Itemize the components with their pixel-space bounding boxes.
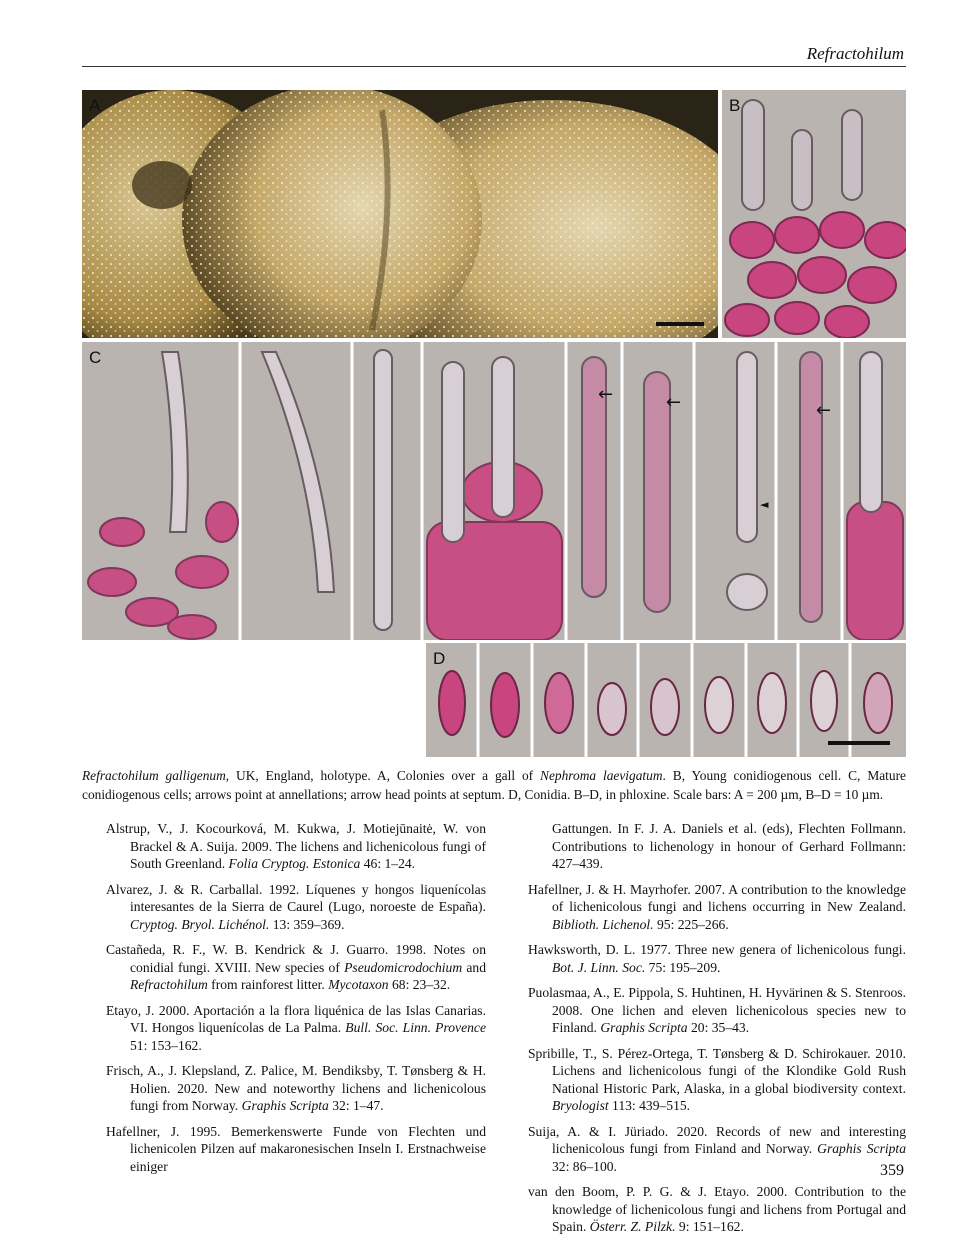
caption-species: Refractohilum galligenum bbox=[82, 768, 226, 783]
running-head: Refractohilum bbox=[806, 44, 904, 63]
reference-authors: Suija, A. & I. Jüriado. 2020. Records of new and interesting lichenicolous fungi from Finland and Norway. bbox=[528, 1123, 906, 1156]
reference-entry bbox=[528, 941, 906, 976]
panel-label-a: A bbox=[89, 96, 101, 115]
reference-source2: Refractohilum bbox=[130, 977, 208, 992]
reference-authors: Alstrup, V., J. Kocourková, M. Kukwa, J. Motiejūnaitė, W. von Brackel & A. Suija. 2009. The lichens and lichenicolous fungi of South Greenland. bbox=[106, 821, 486, 871]
reference-source: Bot. J. Linn. Soc. bbox=[552, 959, 646, 975]
reference-authors: Frisch, A., J. Klepsland, Z. Palice, M. Bendiksby, T. Tønsberg & H. Holien. 2020. New and noteworthy lichens and lichenicolous fungi from Norway. bbox=[106, 1063, 486, 1113]
annellation-arrow-icon: ← bbox=[598, 384, 614, 405]
header-rule bbox=[82, 66, 906, 67]
panel-c-mature-conidiogenous-cells bbox=[82, 342, 906, 640]
reference-source: Graphis Scripta bbox=[600, 1020, 688, 1035]
panel-label-d: D bbox=[433, 649, 446, 668]
reference-authors: Gattungen. In F. J. A. Daniels et al. (eds), Flechten Follmann. Contributions to lichenology in honour of Gerhard Follmann: 427–439. bbox=[552, 821, 906, 871]
reference-entry bbox=[106, 820, 486, 873]
reference-source: Pseudomicrodochium bbox=[344, 959, 463, 975]
reference-source: Biblioth. Lichenol. bbox=[552, 916, 654, 932]
reference-entry bbox=[106, 1062, 486, 1115]
reference-source: Bull. Soc. Linn. Provence bbox=[345, 1020, 486, 1035]
reference-tail3: 68: 23–32. bbox=[388, 977, 451, 992]
annellation-arrow-icon: ← bbox=[816, 400, 832, 421]
reference-entry bbox=[106, 1002, 486, 1055]
caption-text-1: , UK, England, holotype. A, Colonies over a gall of bbox=[225, 768, 541, 783]
reference-source: Graphis Scripta bbox=[817, 1141, 907, 1156]
mature-cells-illustration bbox=[82, 342, 906, 640]
reference-entry bbox=[528, 1123, 906, 1176]
caption-text-2: . B, Young conidiogenous cell. C, Mature conidiogenous cells; arrows point at annellations; arrow head points at septum. D, Conidia. B–D, in phloxine. Scale bars: A = 200 µm, B–D = 10 µm. bbox=[82, 768, 906, 802]
panel-label-b: B bbox=[729, 96, 741, 115]
reference-tail: 95: 225–266. bbox=[653, 916, 729, 932]
panel-b-young-conidiogenous-cell bbox=[722, 90, 906, 338]
reference-source: Graphis Scripta bbox=[241, 1098, 329, 1113]
panel-d-conidia bbox=[426, 643, 906, 757]
references-left-column bbox=[106, 820, 486, 1183]
reference-authors: Castañeda, R. F., W. B. Kendrick & J. Guarro. 1998. Notes on conidial fungi. XVIII. New species of bbox=[106, 942, 486, 975]
reference-tail: 9: 151–162. bbox=[675, 1219, 744, 1234]
colony-photo-illustration bbox=[82, 90, 718, 338]
reference-tail: 113: 439–515. bbox=[608, 1098, 691, 1113]
reference-entry bbox=[528, 1045, 906, 1115]
reference-entry bbox=[528, 984, 906, 1037]
reference-source: Österr. Z. Pilzk. bbox=[589, 1219, 676, 1234]
reference-source: Cryptog. Bryol. Lichénol. bbox=[130, 916, 270, 932]
reference-tail: 32: 1–47. bbox=[328, 1098, 384, 1113]
reference-entry bbox=[106, 1123, 486, 1176]
reference-source: Bryologist bbox=[552, 1098, 609, 1113]
reference-authors: Alvarez, J. & R. Carballal. 1992. Líquenes y hongos liquenícolas interesantes de la Sierra de Caurel (Lugo, noroeste de España). bbox=[106, 881, 486, 914]
reference-authors: Puolasmaa, A., E. Pippola, S. Huhtinen, H. Hyvärinen & S. Stenroos. 2008. One lichen and eleven lichenicolous species new to Finland. bbox=[528, 985, 906, 1035]
reference-source: Folia Cryptog. Estonica bbox=[228, 856, 361, 871]
reference-entry bbox=[106, 881, 486, 934]
young-cell-illustration bbox=[722, 90, 906, 338]
reference-tail: 75: 195–209. bbox=[645, 959, 721, 975]
reference-entry bbox=[528, 820, 906, 873]
reference-entry bbox=[528, 881, 906, 934]
page-number: 359 bbox=[880, 1162, 904, 1179]
reference-tail: 32: 86–100. bbox=[552, 1158, 617, 1174]
caption-host: Nephroma laevigatum bbox=[540, 768, 663, 783]
reference-entry bbox=[106, 941, 486, 994]
reference-authors: Hafellner, J. 1995. Bemerkenswerte Funde von Flechten und lichenicolen Pilzen auf makaronesischen Inseln I. Erstnachweise einiger bbox=[106, 1123, 486, 1174]
reference-tail2: from rainforest litter. bbox=[207, 977, 329, 992]
conidia-illustration bbox=[426, 643, 906, 757]
reference-tail: and bbox=[462, 959, 486, 975]
reference-tail: 46: 1–24. bbox=[360, 856, 416, 871]
reference-tail: 13: 359–369. bbox=[269, 916, 345, 932]
figure-caption bbox=[82, 766, 906, 804]
reference-entry bbox=[528, 1183, 906, 1236]
septum-arrowhead-icon: ◄ bbox=[760, 498, 769, 511]
references-right-column bbox=[528, 820, 906, 1244]
reference-authors: Hafellner, J. & H. Mayrhofer. 2007. A contribution to the knowledge of lichenicolous fungi and lichens occurring in New Zealand. bbox=[528, 881, 906, 914]
panel-label-c: C bbox=[89, 348, 102, 367]
reference-tail: 20: 35–43. bbox=[687, 1020, 750, 1035]
reference-authors: Etayo, J. 2000. Aportación a la flora liquénica de las Islas Canarias. VI. Hongos liquenícolas de La Palma. bbox=[106, 1002, 486, 1035]
reference-authors: Spribille, T., S. Pérez-Ortega, T. Tønsberg & D. Schirokauer. 2010. Lichens and lichenicolous fungi of the Klondike Gold Rush National Historic Park, Alaska, in a global biodiversity context. bbox=[528, 1045, 906, 1096]
reference-authors: van den Boom, P. P. G. & J. Etayo. 2000. Contribution to the knowledge of lichenicolous fungi and lichens from Portugal and Spain. bbox=[528, 1184, 906, 1234]
reference-authors: Hawksworth, D. L. 1977. Three new genera of lichenicolous fungi. bbox=[528, 942, 906, 957]
panel-a-colony-photo bbox=[82, 90, 718, 338]
reference-tail: 51: 153–162. bbox=[130, 1037, 202, 1053]
reference-source3: Mycotaxon bbox=[328, 977, 389, 992]
annellation-arrow-icon: ← bbox=[666, 392, 682, 413]
